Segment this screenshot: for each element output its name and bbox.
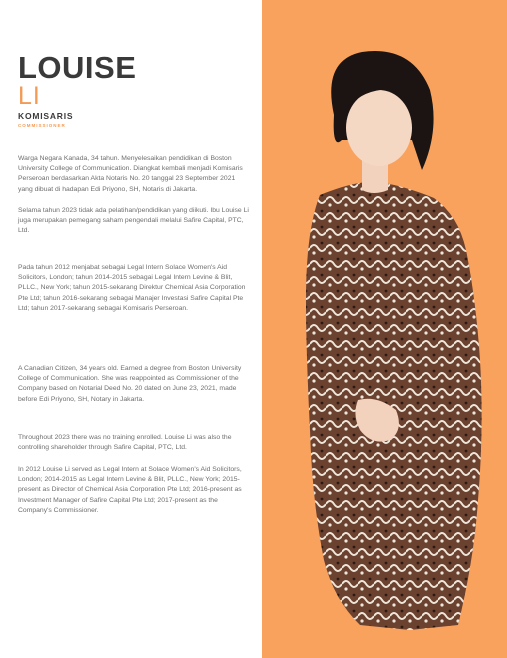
bio-en-paragraph-1: A Canadian Citizen, 34 years old. Earned a degree from Boston University College of Communication. She was reappointed as Commissioner of the Company based on Notarial Deed No. 20 dated on June 23, 2021, made before Edi Priyono, SH, Notary in Jakarta.: [18, 365, 242, 403]
last-name: LI: [18, 82, 41, 110]
bio-id-paragraph-1: Warga Negara Kanada, 34 tahun. Menyelesaikan pendidikan di Boston University College of Communication. Diangkat kembali menjadi Komisaris Perseroan berdasarkan Akta Notaris No. 20 tanggal 23 September 2021 yang dibuat di hadapan Edi Priyono, SH, Notaris di Jakarta.: [18, 155, 243, 193]
bio-en-paragraph-2: Throughout 2023 there was no training enrolled. Louise Li was also the controlling shareholder through Safire Capital, PTC, Ltd.: [18, 434, 232, 452]
role-title: KOMISARIS: [18, 111, 74, 121]
bio-id-paragraph-3: Pada tahun 2012 menjabat sebagai Legal Intern Solace Women's Aid Solicitors, London; tahun 2014-2015 sebagai Legal Intern Levine & Blit, PLLC., New York; tahun 2015-sekarang Direktur Chemical Asia Corporation Pte Ltd; tahun 2016-sekarang sebagai Manajer Investasi Safire Capital Pte Ltd; tahun 2017-sekarang sebagai Komisaris Perseroan.: [18, 264, 246, 312]
role-title-en: COMMISSIONER: [18, 123, 66, 128]
portrait-photo: [262, 0, 507, 658]
dress-shape: [306, 182, 482, 630]
bio-en-paragraph-3: In 2012 Louise Li served as Legal Intern at Solace Women's Aid Solicitors, London; 2014-2015 as Legal Intern Levine & Blit, PLLC., New York; 2015-present as Director of Chemical Asia Corporation Pte Ltd; 2016-present as Investment Manager of Safire Capital Pte Ltd; 2017-present as the Company's Commissioner.: [18, 466, 242, 514]
bio-id-paragraph-2: Selama tahun 2023 tidak ada pelatihan/pendidikan yang diikuti. Ibu Louise Li juga merupakan pemegang saham pengendali melalui Safire Capital, PTC, Ltd.: [18, 207, 249, 235]
face: [346, 90, 412, 166]
first-name: LOUISE: [18, 50, 137, 85]
